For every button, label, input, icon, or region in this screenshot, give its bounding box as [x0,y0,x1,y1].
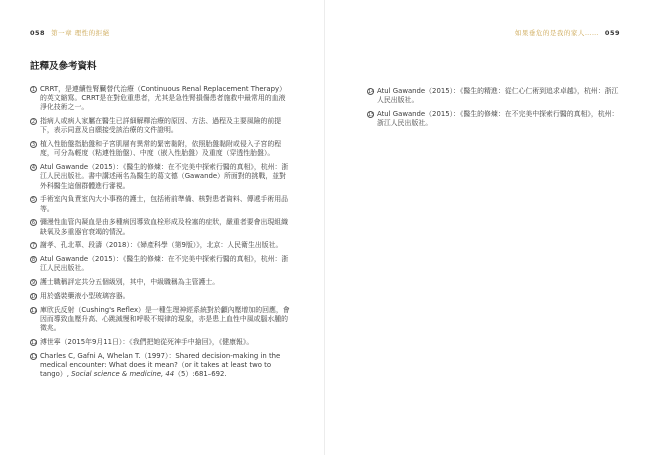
note-text: Atul Gawande（2015）：《醫生的修煉：在不完美中探索行醫的真相》，杭州：浙江人民出版社。 [40,255,289,273]
note-item [30,255,292,273]
note-text: 彌漫性血管內凝血是由多種病因導致血栓形成及栓塞的症狀，嚴重者要會出現組織缺氧及多重器官衰竭的情況。 [40,218,289,236]
left-chapter-title: 第一章 理性的拒絕 [51,29,110,37]
note-item [30,278,292,287]
note-text: Atul Gawande（2015）：《醫生的修煉：在不完美中探索行醫的真相》，杭州：浙江人民出版社。書中講述兩名為醫生的葛文德（Gawande）所面對的挑戰，並對外科醫生這個群體進行審視。 [40,163,289,190]
note-text: 植入性胎盤指胎盤和子宮肌層有異常的緊密黏附，依照胎盤黏附或侵入子宮的程度，可分為輕度（粘連性胎盤）、中度（嵌入性胎盤）及重度（穿透性胎盤）。 [40,140,282,158]
note-text: CRRT，是連續性腎臟替代治療（Continuous Renal Replacement Therapy）的英文縮寫。CRRT是在對危重患者，尤其是急性腎損傷患者施救中最常用的血液淨化技術之一。 [40,85,286,112]
note-text: 用於盛裝藥液小型玻璃容器。 [40,292,130,300]
note-item [30,163,292,191]
note-item [367,110,622,128]
note-number: 10 [31,294,38,300]
note-item [30,306,292,334]
note-item [30,195,292,213]
right-chapter-title: 如果垂危的是我的家人…… [514,29,599,37]
left-page-number: 058 [30,29,46,37]
note-text: 溥世寧（2015年9月11日）：《我們把她從死神手中搶回》，《健康報》。 [40,338,254,346]
note-item [30,218,292,236]
note-item [30,352,292,380]
note-number: 5 [31,197,36,204]
note-text: 手術室內負責室內大小事務的護士，包括術前準備、核對患者資料、傳遞手術用品等。 [40,195,289,213]
note-text: Charles C, Gafni A, Whelan T.（1997）：Shared decision-making in the medical encounter: What does it mean?（or it takes at least two to tango）, [40,351,281,379]
note-number: 9 [31,280,36,287]
note-number: 4 [31,165,36,172]
note-number: 1 [31,87,36,93]
note-text-after: （5）:681–692. [174,370,227,379]
right-running-head [515,28,620,37]
note-item [30,338,292,347]
note-number: 15 [368,112,375,118]
right-page-number: 059 [604,29,620,37]
note-number: 11 [31,307,38,314]
note-number: 8 [31,257,36,264]
note-text: 謝孝、孔北華、段濤（2018）：《婦產科學（第9版）》，北京：人民衛生出版社。 [40,241,283,250]
note-number: 12 [31,340,38,346]
note-item [30,140,292,158]
note-item [30,117,292,135]
note-number: 6 [31,220,36,227]
note-text: Atul Gawande（2015）：《醫生的修煉：在不完美中探索行醫的真相》，杭州：浙江人民出版社。 [377,110,619,128]
note-journal: Social science & medicine, 44 [71,370,175,379]
left-running-head [30,28,110,37]
left-notes-list [30,85,292,384]
note-number: 7 [31,243,36,250]
note-text: Atul Gawande（2015）：《醫生的精進：從仁心仁術到追求卓越》，杭州：浙江人民出版社。 [377,87,619,105]
note-item [367,87,622,105]
note-item [30,241,292,250]
note-text: 庫欣氏反射（Cushing's Reflex）是一種生理神經系統對於顱內壓增加的回應，會因而導致血壓升高、心跳減慢和呼吸不規律的現象，亦是患上血性中風或腦水腫的徵兆。 [40,305,290,333]
note-number: 14 [368,89,375,95]
note-number: 2 [31,119,36,126]
note-text: 護士職稱評定共分五個級別，其中，中級職稱為主管護士。 [40,278,220,287]
note-number: 3 [31,142,36,149]
right-page [325,0,650,455]
note-item [30,85,292,113]
right-notes-list [367,87,622,133]
note-text: 指病人或病人家屬在醫生已詳細解釋治療的原因、方法、過程及主要風險的前提下，表示同意及自願接受該治療的文件證明。 [40,117,282,135]
note-item [30,292,292,301]
note-number: 13 [31,353,38,360]
section-title: 註釋及參考資料 [30,61,97,72]
